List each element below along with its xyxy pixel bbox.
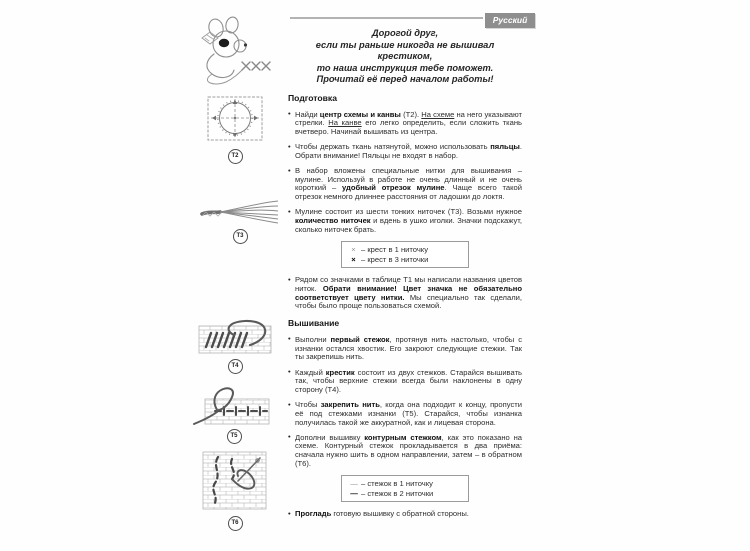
instruction-item-symbol-colors: • Рядом со значками в таблице Т1 мы написали названия цветов ниток. Обрати внимание! Цвет значка не обязательно соответствует цвету нитки. Мы специально так сделали, чтобы было проще пользоваться схемой.	[288, 276, 522, 311]
figure-t4	[198, 318, 272, 374]
legend-row-stitch-1-strand	[349, 479, 461, 489]
canvas-center-illustration	[206, 95, 264, 143]
section-title-embroidery: Вышивание	[288, 317, 340, 328]
instruction-text-column	[288, 28, 522, 525]
intro-line-3: то наша инструкция тебе поможет.	[316, 62, 494, 73]
mouse-mascot-illustration	[188, 16, 284, 88]
instruction-item-strand-count: • Мулине состоит из шести тонких ниточек (Т3). Возьми нужное количество ниточек и вдень в ушко иголки. Значки подскажут, сколько ниточек брать.	[288, 208, 522, 234]
intro-greeting	[288, 28, 522, 86]
instruction-item-contour-stitch: • Дополни вышивку контурным стежком, как это показано на схеме. Контурный стежок прокладывается в два приёма: сначала нужно шить в одном направлении, затем – в обратном (Т6).	[288, 434, 522, 469]
cross-stitch-row-illustration	[198, 318, 272, 355]
language-badge: Русский	[485, 13, 535, 28]
figure-label-t5: Т5	[227, 429, 242, 444]
stitch-symbols-legend-box	[341, 475, 469, 502]
instruction-item-cross-direction: • Каждый крестик состоит из двух стежков. Старайся вышивать так, чтобы верхние стежки всегда были наклонены в одну сторону (Т4).	[288, 369, 522, 395]
mouse-mascot-icon	[188, 16, 284, 88]
figure-label-t2: Т2	[228, 149, 243, 164]
figure-t5	[193, 384, 275, 444]
figure-label-t3: Т3	[233, 229, 248, 244]
instruction-item-floss-length: • В набор вложены специальные нитки для вышивания – мулине. Используй в работе не очень длинный и не очень короткий – удобный отрезок мулине. Чаще всего такой отрезок немного длиннее расстояния от ладошки до локтя.	[288, 167, 522, 202]
figure-t2	[206, 95, 264, 164]
intro-line-1: Дорогой друг,	[371, 28, 439, 38]
figure-label-t6: Т6	[228, 516, 243, 531]
cross-1-strand-label: – крест в 1 ниточку	[361, 244, 429, 254]
figure-label-t4: Т4	[228, 359, 243, 374]
legend-row-stitch-2-strands	[349, 489, 461, 499]
cross-1-strand-symbol: ×	[351, 244, 356, 254]
contour-stitch-illustration	[202, 451, 268, 512]
instruction-item-secure-thread: • Чтобы закрепить нить, когда она подходит к концу, пропусти её под стежками изнанки (Т5). Старайся, чтобы изнанка получилась такой же аккуратной, как и лицевая сторона.	[288, 401, 522, 427]
instruction-item-iron: • Прогладь готовую вышивку с обратной стороны.	[288, 510, 522, 519]
intro-line-4: Прочитай её перед началом работы!	[316, 74, 494, 84]
thread-securing-illustration	[193, 384, 275, 426]
stitch-1-strand-label: – стежок в 1 ниточку	[361, 479, 433, 489]
intro-line-2: если ты раньше никогда не вышивал крестиком,	[315, 39, 495, 61]
stitch-2-strands-symbol: —	[350, 488, 357, 498]
instruction-item-hoop: • Чтобы держать ткань натянутой, можно использовать пяльцы. Обрати внимание! Пяльцы не входят в набор.	[288, 143, 522, 160]
cross-3-strands-symbol: ×	[351, 254, 356, 264]
stitch-2-strands-label: – стежок в 2 ниточки	[361, 488, 434, 498]
instruction-item-first-stitch: • Выполни первый стежок, протянув нить настолько, чтобы с изнанки остался хвостик. Его закроют следующие стежки. Так ты закрепишь нить.	[288, 336, 522, 362]
instruction-item-find-center: • Найди центр схемы и канвы (Т2). На схеме на него указывают стрелки. На канве его легко определить, если сложить ткань вчетверо. Начинай вышивать из центра.	[288, 111, 522, 137]
section-title-preparation: Подготовка	[288, 92, 337, 103]
legend-row-cross-3-strands	[349, 255, 461, 265]
cross-symbols-legend-box	[341, 241, 469, 268]
figure-t6	[202, 451, 268, 531]
floss-strands-illustration	[200, 199, 280, 225]
legend-row-cross-1-strand	[349, 245, 461, 255]
header-divider	[290, 17, 483, 19]
stitch-1-strand-symbol: —	[350, 479, 357, 489]
figure-t3	[200, 199, 280, 244]
cross-3-strands-label: – крест в 3 ниточки	[361, 254, 429, 264]
